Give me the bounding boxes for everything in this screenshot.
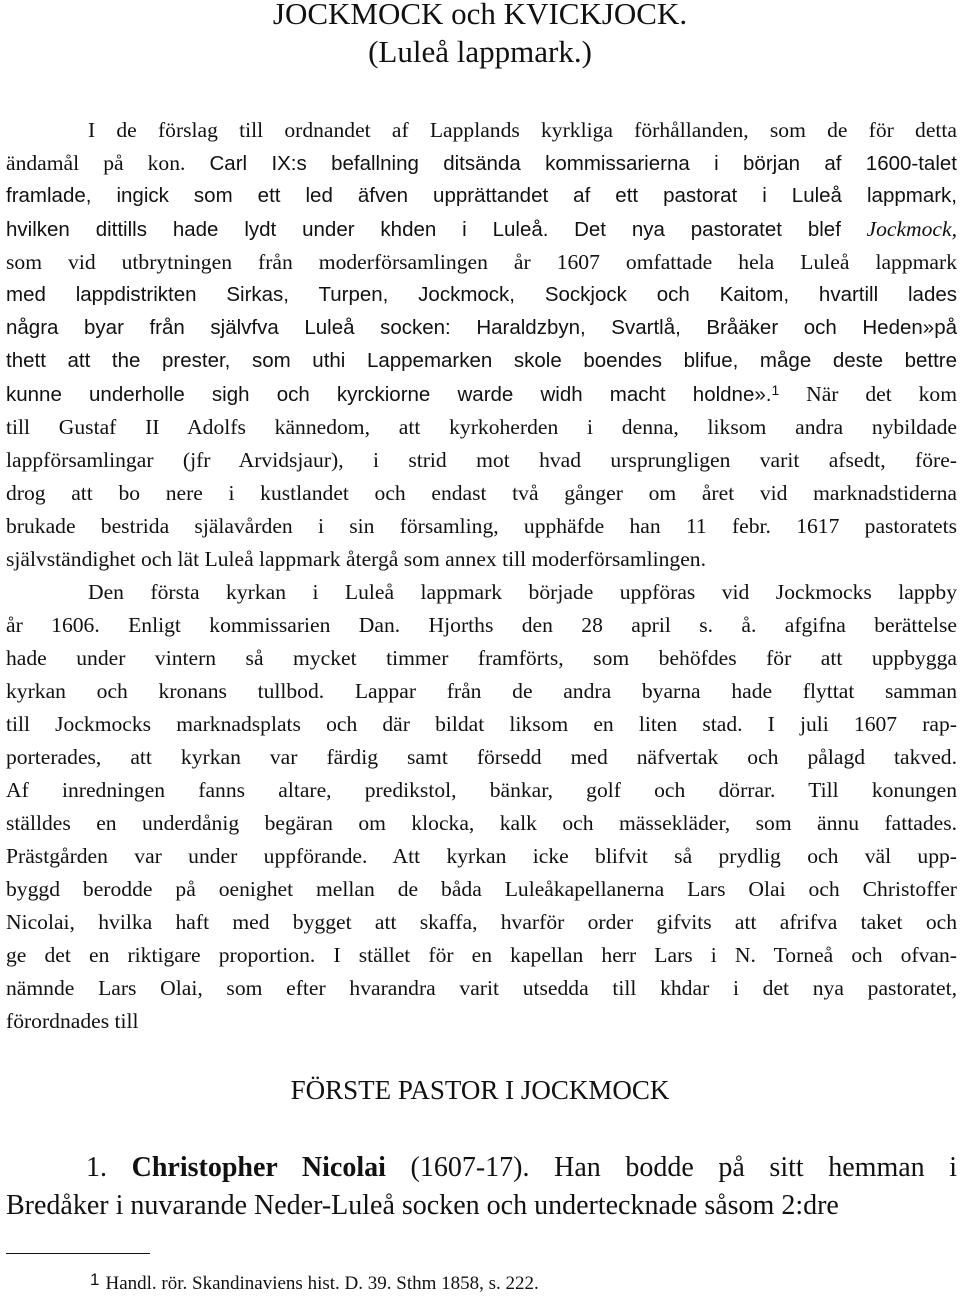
para2-line-7: Af inredningen fanns altare, predikstol, bänkar, golf och dörrar. Till konungen — [6, 778, 957, 802]
footnote-rule — [6, 1253, 150, 1254]
para1-line-2 — [6, 150, 957, 177]
para1-line-1: I de förslag till ordnandet af Lapplands kyrkliga förhållanden, som de för detta — [88, 118, 957, 142]
para1-line-9a — [6, 383, 779, 406]
para1-line-9-text: kunne underholle sigh och kyrckiorne warde widh macht holdne». — [6, 383, 772, 406]
entry-line-2: Bredåker i nuvarande Neder-Luleå socken och undertecknade såsom 2:dre — [6, 1190, 839, 1221]
para2-line-4: kyrkan och kronans tullbod. Lappar från de andra byarna hade flyttat samman — [6, 679, 957, 703]
para2-line-5: till Jockmocks marknadsplats och där bildat liksom en liten stad. I juli 1607 rap- — [6, 712, 957, 736]
para1-line-8: thett att the prester, som uthi Lappemarken skole boendes blifue, måge deste bettre — [6, 349, 957, 372]
para2-line-11: Nicolai, hvilka haft med bygget att skaffa, hvarför order gifvits att afrifva taket och — [6, 910, 957, 934]
para1-line-14: självständighet och lät Luleå lappmark återgå som annex till moderförsamlingen. — [6, 547, 706, 571]
para2-line-12: ge det en riktigare proportion. I stället för en kapellan herr Lars i N. Torneå och ofvan- — [6, 943, 957, 967]
para1-line-11: lappförsamlingar (jfr Arvidsjaur), i strid mot hvad ursprungligen varit afsedt, före- — [6, 448, 957, 472]
entry-line-1 — [86, 1151, 957, 1185]
para2-line-10: byggd berodde på oenighet mellan de båda Luleåkapellanerna Lars Olai och Christoffer — [6, 877, 957, 901]
para1-line-9b: När det kom — [806, 382, 957, 406]
title-line-2: (Luleå lappmark.) — [368, 34, 592, 69]
para2-line-8: ställdes en underdånig begäran om klocka, kalk och mässekläder, som ännu fattades. — [6, 811, 957, 835]
para1-line-2b: Carl IX:s befallning ditsända kommissarierna i början af 1600-talet — [209, 152, 957, 175]
section-heading: FÖRSTE PASTOR I JOCKMOCK — [290, 1075, 670, 1105]
entry-text-1: Han bodde på sitt hemman i — [554, 1152, 958, 1183]
entry-years: (1607-17). — [410, 1152, 530, 1183]
title-line-1: JOCKMOCK och KVICKJOCK. — [272, 0, 688, 31]
para1-line-7: några byar från självfva Luleå socken: Haraldzbyn, Svartlå, Bråäker och Heden»på — [6, 316, 957, 339]
para2-line-14: förordnades till — [6, 1009, 139, 1033]
para2-line-2: år 1606. Enligt kommissarien Dan. Hjorths den 28 april s. å. afgifna berättelse — [6, 613, 957, 637]
footnote-number: 1 — [90, 1270, 100, 1289]
para1-line-2a: ändamål på kon. — [6, 151, 186, 175]
footnote-ref: 1 — [771, 382, 780, 398]
para2-line-13: nämnde Lars Olai, som efter hvarandra varit utsedda till khdar i det nya pastoratet, — [6, 976, 957, 1000]
para1-line-13: brukade bestrida själavården i sin församling, upphäfde han 11 febr. 1617 pastoratets — [6, 514, 957, 538]
para2-line-1: Den första kyrkan i Luleå lappmark började uppföras vid Jockmocks lappby — [88, 580, 957, 604]
para1-line-12: drog att bo nere i kustlandet och endast två gånger om året vid marknadstiderna — [6, 481, 957, 505]
para1-line-10: till Gustaf II Adolfs kännedom, att kyrkoherden i denna, liksom andra nybildade — [6, 415, 957, 439]
para1-line-6: med lappdistrikten Sirkas, Turpen, Jockmock, Sockjock och Kaitom, hvartill lades — [6, 283, 957, 306]
para1-line-9 — [6, 381, 957, 408]
para1-line-4c: Jockmock, — [866, 217, 957, 241]
footnote-text: Handl. rör. Skandinaviens hist. D. 39. Sthm 1858, s. 222. — [105, 1273, 539, 1294]
para2-line-3: hade under vintern så mycket timmer framförts, som behöfdes för att uppbygga — [6, 646, 957, 670]
footnote — [90, 1268, 539, 1296]
para1-line-4b: Det nya pastoratet blef — [574, 218, 841, 241]
para1-line-3: framlade, ingick som ett led äfven upprättandet af ett pastorat i Luleå lappmark, — [6, 184, 957, 207]
entry-number: 1. — [86, 1152, 107, 1183]
para1-line-5: som vid utbrytningen från moderförsamlingen år 1607 omfattade hela Luleå lappmark — [6, 250, 957, 274]
para2-line-9: Prästgården var under uppförande. Att kyrkan icke blifvit så prydlig och väl upp- — [6, 844, 957, 868]
para2-line-6: porterades, att kyrkan var färdig samt försedd med näfvertak och pålagd takved. — [6, 745, 957, 769]
entry-name: Christopher Nicolai — [131, 1152, 386, 1183]
para1-line-4a: hvilken dittills hade lydt under khden i Luleå. — [6, 218, 549, 241]
para1-line-4 — [6, 216, 957, 243]
